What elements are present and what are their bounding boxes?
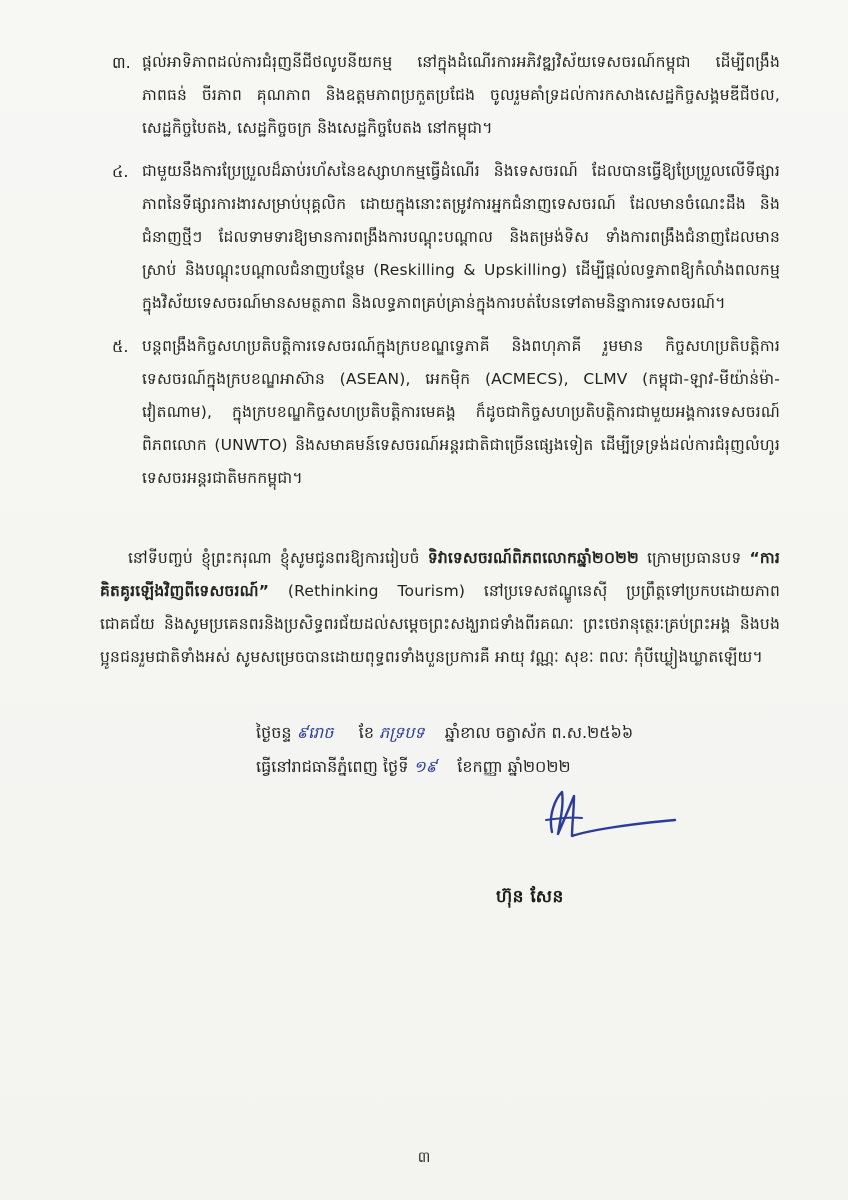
theme-title: “ការគិតគូរឡើងវិញពីទេសចរណ៍” [100, 548, 780, 600]
lunar-day-handwritten: ៩រោច [296, 723, 334, 742]
closing-text-before: នៅទីបញ្ចប់ ខ្ញុំព្រះករុណា ខ្ញុំសូមជូនពរឱ្យការរៀបចំ [128, 548, 428, 567]
solar-suffix: ខែកញ្ញា ឆ្នាំ២០២២ [457, 757, 571, 776]
signer-name: ហ៊ុន សែន [496, 887, 564, 907]
list-item-number: ៤. [112, 162, 129, 181]
signature-image [530, 784, 680, 854]
closing-paragraph [100, 542, 780, 674]
event-name: ទិវាទេសចរណ៍ពិភពលោកឆ្នាំ២០២២ [427, 548, 639, 567]
solar-prefix: ធ្វើនៅរាជធានីភ្នំពេញ ថ្ងៃទី [256, 757, 409, 776]
lunar-year: ឆ្នាំខាល ចត្វាស័ក ព.ស.២៥៦៦ [444, 723, 634, 742]
list-item-number: ៥. [112, 337, 129, 356]
date-block [256, 716, 816, 784]
closing-text-middle: ក្រោមប្រធានបទ [638, 548, 750, 567]
list-item-text: ផ្តល់អាទិភាពដល់ការជំរុញនីជីថលូបនីយកម្ម នៅក្នុងដំណើរការអភិវឌ្ឍវិស័យទេសចរណ៍កម្ពុជា ដើម្បីពង្រឹងភាពធន់ ចីរភាព គុណភាព និងឧត្តមភាពប្រកួតប្រជែង ចូលរួមគាំទ្រដល់ការកសាងសេដ្ឋកិច្ចសង្គមឌីជីថល, សេដ្ឋកិច្ចបៃតង, សេដ្ឋកិច្ចចក្រ និងសេដ្ឋកិច្ចបែតង នៅកម្ពុជា។ [142, 53, 780, 137]
list-item [100, 46, 780, 145]
solar-date-line [256, 750, 816, 784]
list-item-text: ជាមួយនឹងការប្រែប្រួលដ៏ឆាប់រហ័សនៃឧស្សាហកម្មធ្វើដំណើរ និងទេសចរណ៍ ដែលបានធ្វើឱ្យប្រែប្រួលលើទីផ្សារភាពនៃទីផ្សារការងារសម្រាប់បុគ្គលិក ដោយក្នុងនោះតម្រូវការអ្នកជំនាញទេសចរណ៍ ដែលមានចំណេះដឹង និងជំនាញថ្មីៗ ដែលទាមទារឱ្យមានការពង្រឹងការបណ្តុះបណ្តាល និងតម្រង់ទិស ទាំងការពង្រឹងជំនាញដែលមានស្រាប់ និងបណ្តុះបណ្តាលជំនាញបន្ថែម (Reskilling & Upskilling) ដើម្បីផ្តល់លទ្ធភាពឱ្យកំលាំងពលកម្មក្នុងវិស័យទេសចរណ៍មានសមត្ថភាព និងលទ្ធភាពគ្រប់គ្រាន់ក្នុងការបត់បែនទៅតាមនិន្នាការទេសចរណ៍។ [142, 162, 780, 312]
list-item [100, 330, 780, 495]
policy-list [100, 46, 780, 505]
lunar-month-label: ខែ [358, 723, 375, 742]
solar-day-handwritten: ១៩ [413, 757, 437, 776]
list-item-text: បន្តពង្រឹងកិច្ចសហប្រតិបត្តិការទេសចរណ៍ក្នុងក្របខណ្ឌទ្វេភាគី និងពហុភាគី រួមមាន កិច្ចសហប្រតិបត្តិការទេសចរណ៍ក្នុងក្របខណ្ឌអាស៊ាន (ASEAN), អេកម៉ិក (ACMECS), CLMV (កម្ពុជា-ឡាវ-មីយ៉ាន់ម៉ា-វៀតណាម), ក្នុងក្របខណ្ឌកិច្ចសហប្រតិបត្តិការមេគង្គ ក៏ដូចជាកិច្ចសហប្រតិបត្តិការជាមួយអង្គការទេសចរណ៍ពិភពលោក (UNWTO) និងសមាគមន៍ទេសចរណ៍អន្តរជាតិជាច្រើនផ្សេងទៀត ដើម្បីទ្រទ្រង់ដល់ការជំរុញលំហូរទេសចរអន្តរជាតិមកកម្ពុជា។ [142, 337, 780, 487]
closing-text-after: (Rethinking Tourism) នៅប្រទេសឥណ្ឌូនេស៊ី ប្រព្រឹត្តទៅប្រកបដោយភាពជោគជ័យ និងសូមប្រគេនពរនិងប្រសិទ្ធពរជ័យដល់សម្តេចព្រះសង្ឃរាជទាំងពីរគណៈ ព្រះថេរានុត្ថេរៈគ្រប់ព្រះអង្គ និងបងប្អូនជនរួមជាតិទាំងអស់ សូមសម្រេចបានដោយពុទ្ធពរទាំងបួនប្រការគឺ អាយុ វណ្ណៈ សុខៈ ពលៈ កុំបីឃ្លៀងឃ្លាតឡើយ។ [100, 581, 780, 666]
list-item-number: ៣. [112, 53, 131, 72]
list-item [100, 155, 780, 320]
lunar-prefix: ថ្ងៃចន្ទ [256, 723, 292, 742]
lunar-month-handwritten: ភទ្របទ [379, 723, 425, 742]
lunar-date-line [256, 716, 816, 750]
page-number: ៣ [417, 1148, 431, 1166]
